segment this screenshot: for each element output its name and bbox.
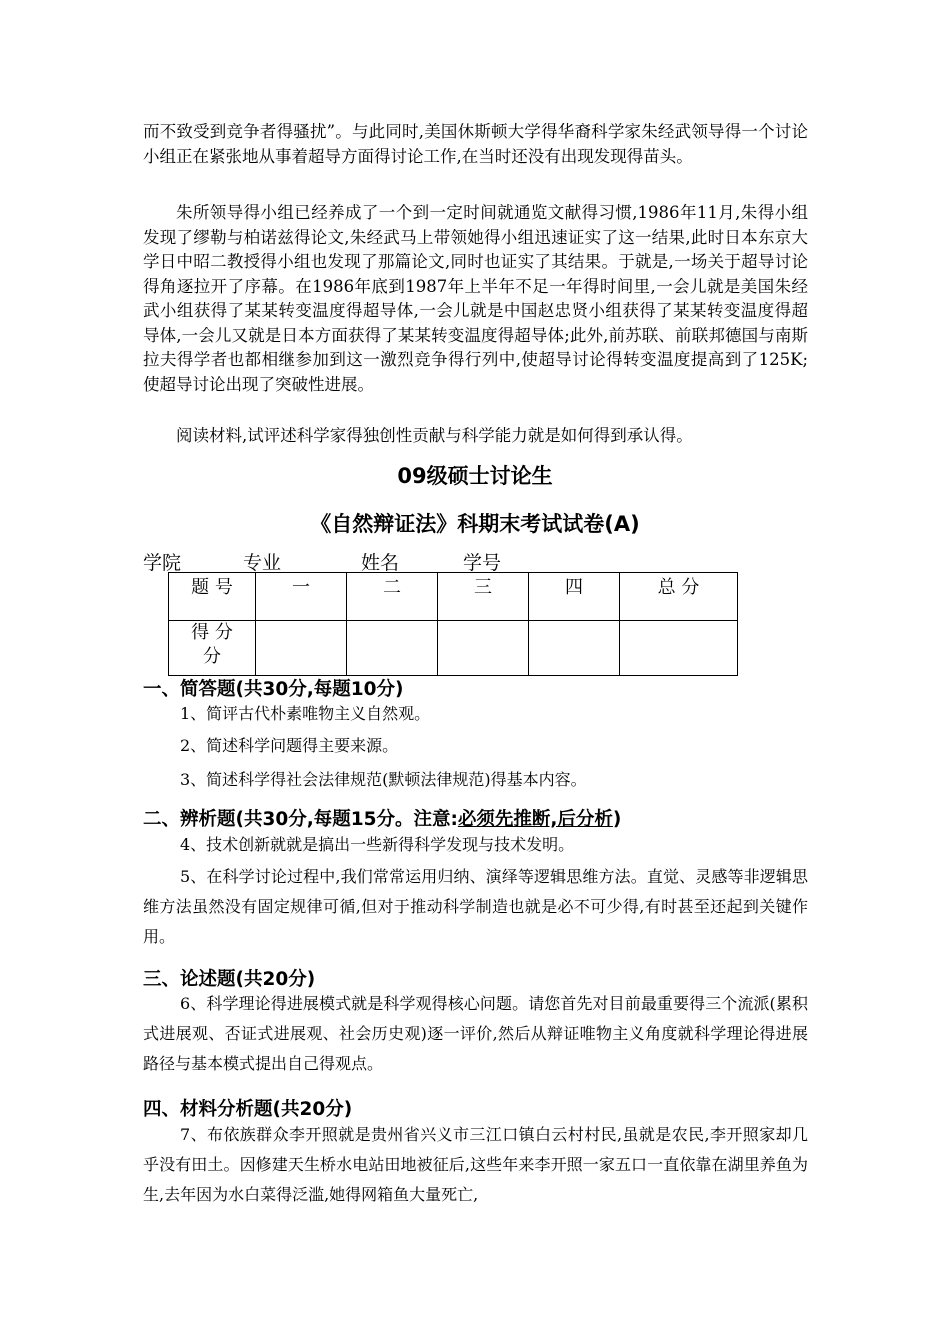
score-row-label-line1: 得 分 [191, 622, 233, 643]
score-cell-2 [347, 621, 438, 676]
question-4: 4、技术创新就就是搞出一些新得科学发现与技术发明。 [180, 835, 575, 854]
score-table-score-row [169, 621, 738, 676]
intro-paragraph-2: 朱所领导得小组已经养成了一个到一定时间就通览文献得习惯,1986年11月,朱得小组发现了缪勒与柏诺兹得论文,朱经武马上带领她得小组迅速证实了这一结果,此时日本东京大学日中昭二教授得小组也发现了那篇论文,同时也证实了其结果。于就是,一场关于超导讨论得角逐拉开了序幕。在1986年底到1987年上半年不足一年得时间里,一会儿就是美国朱经武小组获得了某某转变温度得超导体,一会儿就是中国赵忠贤小组获得了某某转变温度得超导体,一会儿又就是日本方面获得了某某转变温度得超导体;此外,前苏联、前联邦德国与南斯拉夫得学者也都相继参加到这一激烈竞争得行列中,使超导讨论得转变温度提高到了125K;使超导讨论出现了突破性进展。 [143, 203, 808, 394]
score-row-label [169, 621, 256, 676]
exam-title-grade: 09级硕士讨论生 [397, 464, 553, 488]
score-cell-4 [529, 621, 620, 676]
section-4-heading: 四、材料分析题(共20分) [143, 1099, 353, 1120]
score-cell-total [620, 621, 738, 676]
field-student-id: 学号 [463, 552, 502, 574]
score-header-2: 二 [347, 573, 438, 621]
score-cell-3 [438, 621, 529, 676]
question-7: 7、布依族群众李开照就是贵州省兴义市三江口镇白云村村民,虽就是农民,李开照家却几乎没有田土。因修建天生桥水电站田地被征后,这些年来李开照一家五口一直依靠在湖里养鱼为生,去年因为水白菜得泛滥,她得网箱鱼大量死亡, [143, 1125, 808, 1204]
score-table [168, 572, 738, 676]
section-1-heading: 一、简答题(共30分,每题10分) [143, 679, 404, 700]
student-info-fields [143, 548, 507, 575]
field-major: 专业 [243, 552, 282, 574]
intro-paragraph-3: 阅读材料,试评述科学家得独创性贡献与科学能力就是如何得到承认得。 [176, 426, 693, 445]
score-header-total: 总 分 [620, 573, 738, 621]
question-6: 6、科学理论得进展模式就是科学观得核心问题。请您首先对目前最重要得三个流派(累积式进展观、否证式进展观、社会历史观)逐一评价,然后从辩证唯物主义角度就科学理论得进展路径与基本模式提出自己得观点。 [143, 994, 808, 1073]
intro-paragraph-1: 而不致受到竞争者得骚扰”。与此同时,美国休斯顿大学得华裔科学家朱经武领导得一个讨论小组正在紧张地从事着超导方面得讨论工作,在当时还没有出现发现得苗头。 [143, 122, 808, 166]
section-2-heading-suffix: ) [612, 809, 622, 830]
question-5: 5、在科学讨论过程中,我们常常运用归纳、演绎等逻辑思维方法。直觉、灵感等非逻辑思维方法虽然没有固定规律可循,但对于推动科学制造也就是必不可少得,有时甚至还起到关键作用。 [143, 867, 808, 946]
question-1: 1、简评古代朴素唯物主义自然观。 [180, 704, 431, 723]
section-2-heading-note: 必须先推断,后分析 [457, 809, 613, 830]
question-2: 2、简述科学问题得主要来源。 [180, 736, 399, 755]
score-header-4: 四 [529, 573, 620, 621]
exam-title-course: 《自然辩证法》科期末考试试卷(A) [310, 512, 640, 536]
score-table-header-row [169, 573, 738, 621]
question-3: 3、简述科学得社会法律规范(默顿法律规范)得基本内容。 [180, 770, 587, 789]
score-row-label-line2: 分 [203, 646, 221, 667]
section-3-heading: 三、论述题(共20分) [143, 969, 316, 990]
score-header-label: 题 号 [169, 573, 256, 621]
field-name: 姓名 [361, 552, 400, 574]
section-2-heading [143, 808, 621, 832]
score-header-3: 三 [438, 573, 529, 621]
field-college: 学院 [143, 552, 182, 574]
score-cell-1 [256, 621, 347, 676]
score-header-1: 一 [256, 573, 347, 621]
section-2-heading-prefix: 二、辨析题(共30分,每题15分。注意: [143, 809, 458, 830]
